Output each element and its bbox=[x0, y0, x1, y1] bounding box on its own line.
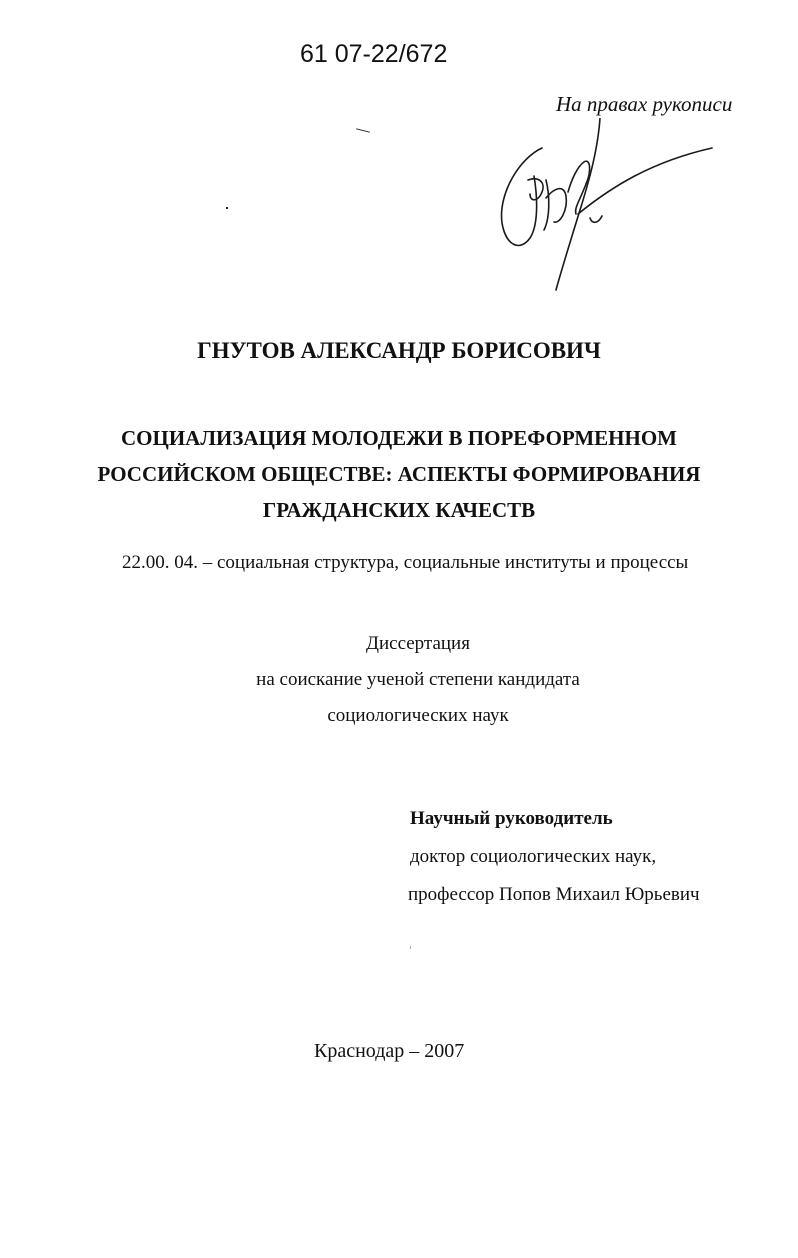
title-line: СОЦИАЛИЗАЦИЯ МОЛОДЕЖИ В ПОРЕФОРМЕННОМ bbox=[121, 426, 677, 450]
thesis-line: социологических наук bbox=[327, 705, 509, 726]
scan-speck bbox=[226, 207, 228, 209]
thesis-description bbox=[0, 626, 798, 734]
thesis-line: на соискание ученой степени кандидата bbox=[256, 669, 580, 690]
place-and-year: Краснодар – 2007 bbox=[314, 1040, 465, 1062]
supervisor-degree: доктор социологических наук, bbox=[410, 846, 657, 867]
scan-speck bbox=[410, 946, 411, 949]
thesis-line: Диссертация bbox=[366, 633, 470, 654]
title-line: РОССИЙСКОМ ОБЩЕСТВЕ: АСПЕКТЫ ФОРМИРОВАНИЯ bbox=[97, 462, 701, 486]
author-name: ГНУТОВ АЛЕКСАНДР БОРИСОВИЧ bbox=[197, 338, 601, 363]
registry-number: 61 07-22/672 bbox=[300, 40, 448, 68]
handwritten-signature bbox=[480, 118, 720, 298]
scan-speck bbox=[356, 128, 370, 132]
specialty-code: 22.00. 04. – социальная структура, социальные институты и процессы bbox=[122, 552, 689, 573]
dissertation-title bbox=[0, 420, 798, 528]
rights-note: На правах рукописи bbox=[556, 92, 733, 116]
supervisor-name: профессор Попов Михаил Юрьевич bbox=[408, 884, 700, 905]
title-line: ГРАЖДАНСКИХ КАЧЕСТВ bbox=[262, 498, 536, 522]
supervisor-heading: Научный руководитель bbox=[410, 808, 613, 829]
